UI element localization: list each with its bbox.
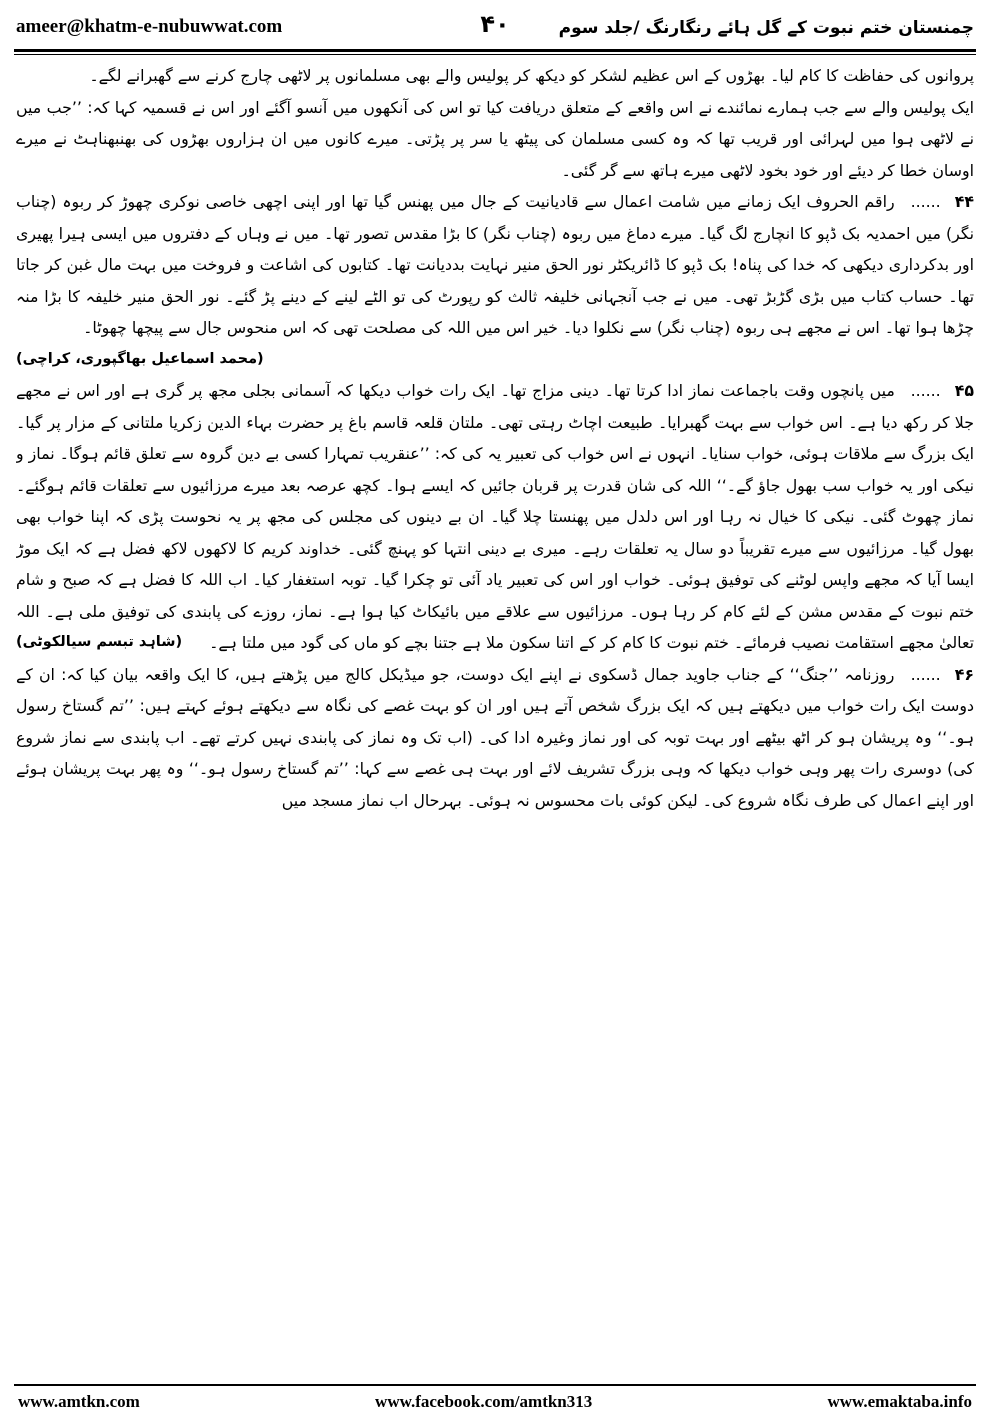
entry-dots: ...... bbox=[910, 664, 941, 684]
footer-link-amtkn[interactable]: www.amtkn.com bbox=[18, 1392, 140, 1411]
attribution: (محمد اسماعیل بھاگپوری، کراچی) bbox=[16, 350, 264, 367]
page-footer bbox=[18, 1389, 972, 1415]
footer-link-facebook[interactable]: www.facebook.com/amtkn313 bbox=[375, 1392, 593, 1411]
page-body bbox=[16, 60, 974, 1360]
paragraph-text: روزنامہ ’’جنگ‘‘ کے جناب جاوید جمال ڈسکوی نے اپنے ایک دوست، جو میڈیکل کالج میں پڑھتے ہیں، کا ایک واقعہ بیان کیا کہ: ان کے دوست ایک رات خواب میں دیکھتے ہیں کہ ایک بزرگ شخص آتے ہیں اور ان کو بہت غصے کی نگاہ سے دیکھتے ہوئے کہتے ہیں: ’’تم گستاخ رسول ہو۔‘‘ وہ پریشان ہو کر اٹھ بیٹھے اور بہت توبہ کی اور نماز وغیرہ ادا کی۔ (اب تک وہ نماز کی پابندی نہیں کرتے تھے۔ اب پابندی سے نماز شروع کی) دوسری رات پھر وہی خواب دیکھا کہ وہی بزرگ تشریف لائے اور بہت ہی غصے سے کہا: ’’تم گستاخ رسول ہو۔‘‘ وہ پھر بہت پریشان ہوئے اور اپنے اعمال کی طرف نگاہ شروع کی۔ لیکن کوئی بات محسوس نہ ہوئی۔ بہرحال اب نماز مسجد میں bbox=[16, 664, 974, 810]
attribution: (شاہد تبسم سیالکوٹی) bbox=[16, 634, 183, 650]
book-title: چمنستان ختم نبوت کے گل ہائے رنگارنگ /جلد سوم bbox=[558, 17, 974, 38]
header-email[interactable]: ameer@khatm-e-nubuwwat.com bbox=[16, 16, 283, 37]
page-header bbox=[16, 10, 974, 44]
entry-number: ۴۶ bbox=[954, 664, 974, 684]
paragraph-2 bbox=[16, 92, 974, 187]
page-number: ۴۰ bbox=[480, 10, 510, 38]
paragraph-44 bbox=[16, 186, 974, 367]
entry-number: ۴۵ bbox=[954, 381, 974, 400]
paragraph-1 bbox=[16, 60, 974, 92]
entry-dots: ...... bbox=[910, 192, 941, 211]
paragraph-text: میں پانچوں وقت باجماعت نماز ادا کرتا تھا۔ دینی مزاج تھا۔ ایک رات خواب دیکھا کہ آسمانی بجلی مجھ پر گری ہے اور اس نے مجھے جلا کر رکھ دیا ہے۔ اس خواب سے بہت گھبرایا۔ طبیعت اچاٹ رہتی تھی۔ ملتان قلعہ قاسم باغ پر حضرت بہاء الدین زکریا ملتانی کے مزار پر گیا۔ ایک بزرگ سے ملاقات ہوئی، خواب سنایا۔ انہوں نے اس خواب کی تعبیر یہ کی کہ: ’’عنقریب تمہارا کسی بے دین گروہ سے تعلق قائم ہوگا۔ نماز و نیکی اور یہ خواب سب بھول جاؤ گے۔‘‘ اللہ کی شان قدرت پر قربان جائیں کہ ایسے ہوا۔ کچھ عرصہ بعد میرے مرزائیوں سے تعلقات قائم ہوگئے۔ نماز چھوٹ گئی۔ نیکی کا خیال نہ رہا اور اس دلدل میں پھنستا چلا گیا۔ ان بے دینوں کی مجلس کی مجھ پر یہ نحوست پڑی کہ اپنا خواب بھی بھول گیا۔ مرزائیوں سے میرے تقریباً دو سال یہ تعلقات رہے۔ میری بے دینی انتہا کو پہنچ گئی۔ خداوند کریم کا لاکھوں لاکھ فضل ہے کہ ایک موڑ ایسا آیا کہ مجھے واپس لوٹنے کی توفیق ہوئی۔ خواب اور اس کی تعبیر یاد آئی تو چکرا گیا۔ توبہ استغفار کیا۔ اب اللہ کا فضل ہے کہ صبح و شام ختم نبوت کے مقدس مشن کے لئے کام کر رہا ہوں۔ مرزائیوں سے علاقے میں بائیکاٹ کیا ہوا ہے۔ نماز، روزے کی پابندی کی توفیق ملی ہے۔ اللہ تعالیٰ مجھے استقامت نصیب فرمائے۔ ختم نبوت کا کام کر کے اتنا سکون ملا ہے جتنا بچے کو ماں کی گود میں ملتا ہے۔ bbox=[16, 381, 974, 652]
footer-rule bbox=[14, 1384, 976, 1386]
paragraph-45 bbox=[16, 375, 974, 659]
paragraph-46 bbox=[16, 659, 974, 817]
footer-link-emaktaba[interactable]: www.emaktaba.info bbox=[827, 1392, 972, 1411]
header-rule-thin bbox=[14, 54, 976, 55]
header-rule bbox=[14, 49, 976, 52]
paragraph-text: ایک پولیس والے سے جب ہمارے نمائندے نے اس واقعے کے متعلق دریافت کیا تو اس کی آنکھوں میں آنسو آگئے اور اس نے قسمیہ کہا کہ: ’’جب میں نے لاٹھی ہوا میں لہرائی اور قریب تھا کہ وہ کسی مسلمان کی پیٹھ یا سر پر پڑتی۔ میرے کانوں میں ان ہزاروں بھڑوں کی بھنبھناہٹ نے میرے اوسان خطا کر دیئے اور خود بخود لاٹھی میرے ہاتھ سے گر گئی۔ bbox=[16, 97, 974, 180]
paragraph-text: راقم الحروف ایک زمانے میں شامت اعمال سے قادیانیت کے جال میں پھنس گیا تھا اور اپنی اچھی خاصی نوکری چھوڑ کر ربوہ (چناب نگر) میں احمدیہ بک ڈپو کا انچارج لگ گیا۔ میرے دماغ میں ربوہ (چناب نگر) کا بڑا مقدس تصور تھا۔ میں نے وہاں کے دفتروں میں ایسی ہیرا پھیری اور بدکرداری دیکھی کہ خدا کی پناہ! بک ڈپو کا ڈائریکٹر نور الحق منیر نہایت بددیانت تھا۔ کتابوں کی اشاعت و فروخت میں بہت مال غبن کر جاتا تھا۔ حساب کتاب میں بڑی گڑبڑ تھی۔ میں نے جب آنجہانی خلیفہ ثالث کو رپورٹ کی تو الٹے لینے کے دینے پڑ گئے۔ نور الحق منیر خلیفہ کا بڑا منہ چڑھا ہوا تھا۔ اس نے مجھے ہی ربوہ (چناب نگر) سے نکلوا دیا۔ خیر اس میں اللہ کی مصلحت تھی کہ اس منحوس جال سے پیچھا چھوٹا۔ bbox=[16, 192, 974, 337]
entry-dots: ...... bbox=[910, 381, 941, 400]
entry-number: ۴۴ bbox=[954, 192, 974, 211]
paragraph-text: پروانوں کی حفاظت کا کام لیا۔ بھڑوں کے اس عظیم لشکر کو دیکھ کر پولیس والے بھی مسلمانوں پر لاٹھی چارج کرنے سے گھبرانے لگے۔ bbox=[89, 66, 974, 85]
